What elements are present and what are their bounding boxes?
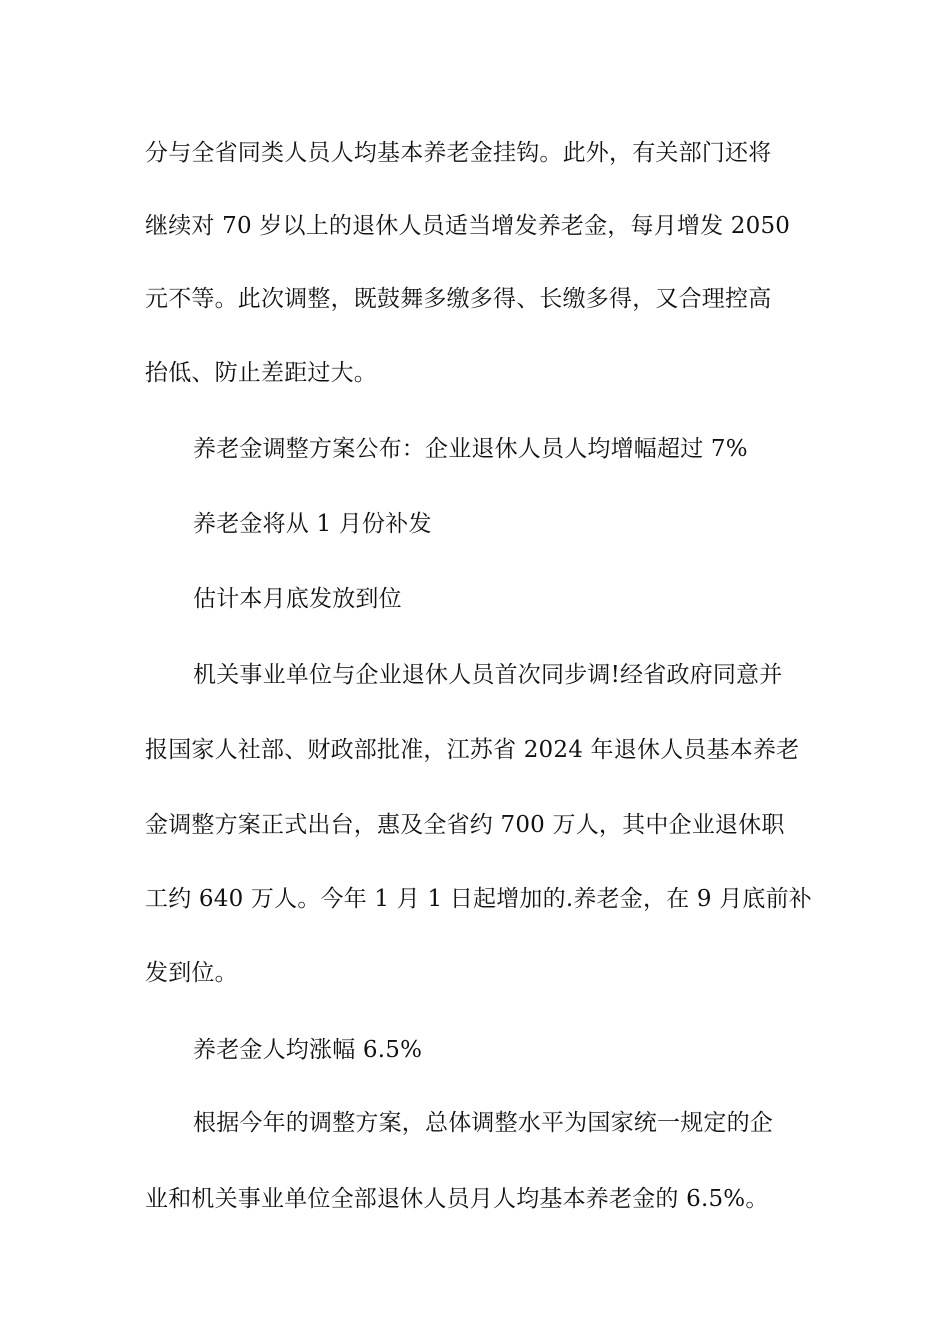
subheading-line: 估计本月底发放到位 xyxy=(193,586,402,612)
paragraph-line: 继续对 70 岁以上的退休人员适当增发养老金，每月增发 2050 xyxy=(145,213,791,239)
paragraph-line: 业和机关事业单位全部退休人员月人均基本养老金的 6.5%。 xyxy=(145,1186,769,1212)
subheading-line: 养老金将从 1 月份补发 xyxy=(193,511,432,537)
paragraph-line: 机关事业单位与企业退休人员首次同步调!经省政府同意并 xyxy=(193,662,783,688)
subheading-line: 养老金调整方案公布：企业退休人员人均增幅超过 7% xyxy=(193,436,748,462)
paragraph-line: 报国家人社部、财政部批准，江苏省 2024 年退休人员基本养老 xyxy=(145,737,800,763)
paragraph-line: 工约 640 万人。今年 1 月 1 日起增加的.养老金，在 9 月底前补 xyxy=(145,886,812,912)
paragraph-line: 抬低、防止差距过大。 xyxy=(145,360,377,386)
paragraph-line: 分与全省同类人员人均基本养老金挂钩。此外，有关部门还将 xyxy=(145,140,772,166)
paragraph-line: 元不等。此次调整，既鼓舞多缴多得、长缴多得，又合理控高 xyxy=(145,286,772,312)
paragraph-line: 根据今年的调整方案，总体调整水平为国家统一规定的企 xyxy=(193,1110,773,1136)
subheading-line: 养老金人均涨幅 6.5% xyxy=(193,1037,423,1063)
paragraph-line: 金调整方案正式出台，惠及全省约 700 万人，其中企业退休职 xyxy=(145,812,785,838)
paragraph-line: 发到位。 xyxy=(145,960,238,986)
